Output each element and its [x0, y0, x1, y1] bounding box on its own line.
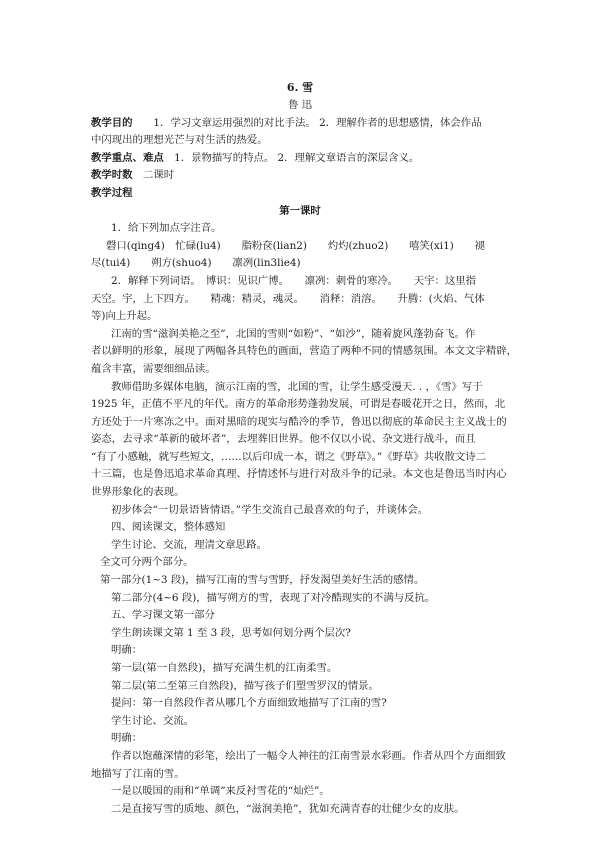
body-line: 明确： — [111, 644, 143, 657]
body-line: 五、学习课文第一部分 — [111, 609, 215, 622]
body-line: 第一部分(1~3 段)，描写江南的雪与雪野，抒发渴望美好生活的感情。 — [100, 574, 425, 587]
body-line: 初步体会“一切景语皆情语。”学生交流自己最喜欢的句子，并谈体会。 — [111, 503, 429, 516]
body-line: 十三篇，也是鲁迅追求革命真理、抒情述怀与进行对敌斗争的记录。本文也是鲁迅当时内心 — [91, 468, 507, 481]
body-line: 学生朗读课文第 1 至 3 段，思考如何划分两个层次? — [111, 626, 351, 639]
body-line: 江南的雪“滋润美艳之至”，北国的雪则“如粉”、“如沙”，随着旋风蓬勃奋飞。作 — [111, 327, 476, 340]
body-line: 作者以饱蘸深情的彩笔，绘出了一幅令人神往的江南雪景水彩画。作者从四个方面细致 — [111, 749, 506, 762]
body-line: 提问：第一自然段作者从哪几个方面细致地描写了江南的雪? — [111, 697, 387, 710]
time-label: 教学时数 — [91, 169, 133, 182]
body-line: 1925 年，正值不平凡的年代。南方的革命形势蓬勃发展，可谓是春暖花开之日，然而，北 — [91, 398, 506, 411]
body-line: 第二层(第二至第三自然段)，描写孩子们塑雪罗汉的情景。 — [111, 679, 379, 692]
keypoints-line — [0, 150, 600, 168]
body-line: 学生讨论、交流。 — [111, 714, 195, 727]
body-line: 天空。宇，上下四方。 精魂：精灵，魂灵。 消释：消溶。 升腾：(火焰、气体 — [91, 292, 485, 305]
body-line: 2．解释下列词语。 博识：见识广博。 凛冽：刺骨的寒冷。 天宇：这里指 — [111, 274, 477, 287]
body-line: 磬口(qing4) 忙碌(lu4) 脂粉奁(lian2) 灼灼(zhuo2) 嘻笑(xi1) 褪 — [106, 239, 485, 252]
body-line: 1．给下列加点字注音。 — [111, 222, 222, 235]
body-line: 第一层(第一自然段)，描写充满生机的江南柔雪。 — [111, 662, 338, 674]
body-line: 一是以暖国的雨和“单调”来反衬雪花的“灿烂”。 — [111, 785, 330, 798]
body-line: 地描写了江南的雪。 — [91, 767, 185, 780]
goals-text-1: 1．学习文章运用强烈的对比手法。 2．理解作者的思想感情，体会作品 — [153, 116, 482, 129]
body-line: 等)向上升起。 — [91, 310, 158, 323]
body-line: “有了小感触，就写些短文，……以后印成一本，谓之《野草》。”《野草》共收散文诗二 — [91, 450, 487, 463]
body-line: 明确： — [111, 732, 143, 745]
body-line: 者以鲜明的形象，展现了两幅各具特色的画面，营造了两种不同的情感氛围。本文文字精辟， — [91, 345, 518, 358]
body-line: 学生讨论、交流，理清文章思路。 — [111, 538, 267, 551]
keypoints-text: 1．景物描写的特点。 2．理解文章语言的深层含义。 — [174, 151, 420, 164]
body-line: 四、阅读课文，整体感知 — [111, 521, 226, 534]
body-line: 全文可分两个部分。 — [100, 556, 194, 569]
body-line: 姿态，去寻求“革新的破坏者”，去埋葬旧世界。他不仅以小说、杂文进行战斗，而且 — [91, 433, 476, 446]
body-line: 尽(tui4) 朔方(shuo4) 凛冽(lin3lie4) — [91, 257, 301, 270]
time-line — [0, 167, 600, 185]
body-line: 二是直接写雪的质地、颜色，“滋润美艳”，犹如充满青春的壮健少女的皮肤。 — [111, 802, 465, 815]
lesson-title: 6. 雪 — [286, 81, 314, 94]
body-line: 蕴含丰富，需要细细品读。 — [91, 362, 216, 375]
goals-line-2: 中闪现出的理想光芒与对生活的热爱。 — [91, 134, 268, 147]
process-label: 教学过程 — [91, 186, 133, 199]
section-title: 第一课时 — [279, 204, 321, 217]
goals-line-1 — [0, 115, 600, 133]
time-text: 二课时 — [142, 169, 175, 182]
author: 鲁 迅 — [287, 99, 313, 111]
body-line: 世界形象化的表现。 — [91, 486, 185, 499]
goals-label: 教学目的 — [91, 116, 133, 129]
body-line: 第二部分(4~6 段)，描写朔方的雪，表现了对冷酷现实的不满与反抗。 — [111, 591, 436, 604]
body-line: 教师借助多媒体电脑，演示江南的雪，北国的雪，让学生感受漫天. . ，《雪》写于 — [111, 380, 483, 393]
keypoints-label: 教学重点、难点 — [91, 151, 164, 164]
body-line: 方还处于一片寒冻之中。面对黑暗的现实与酷冷的季节，鲁迅以彻底的革命民主主义战士的 — [91, 415, 507, 428]
